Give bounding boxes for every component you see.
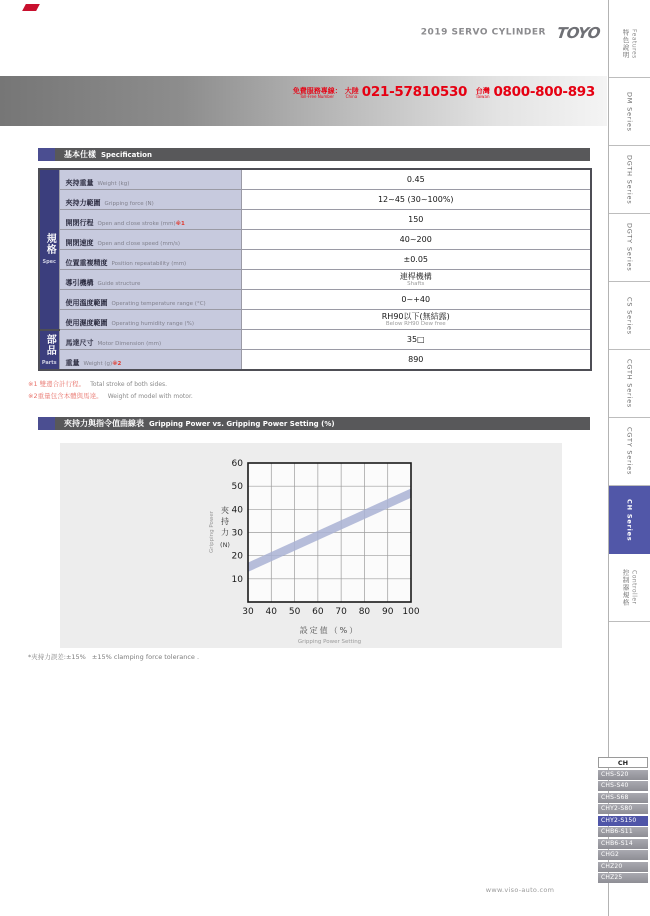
section-accent-block xyxy=(38,417,55,430)
x-tick-label: 80 xyxy=(358,607,371,617)
spec-label-zh: 馬達尺寸 xyxy=(65,339,94,347)
gripping-power-chart xyxy=(198,449,448,661)
sidebar-tab-label: DGTY Series xyxy=(625,223,634,272)
x-tick-label: 30 xyxy=(242,607,254,617)
spec-row xyxy=(39,190,591,210)
y-tick-label: 10 xyxy=(231,574,243,585)
spec-label-cell xyxy=(59,350,241,371)
spec-label-zh: 導引機構 xyxy=(65,279,94,287)
sidebar-tab-label: CH Series xyxy=(625,498,634,542)
spec-value-cell xyxy=(241,250,591,270)
model-item-chz20[interactable]: CHZ20 xyxy=(598,862,648,872)
x-tick-label: 40 xyxy=(265,607,278,617)
spec-label-en: Weight (kg) xyxy=(97,181,130,187)
spec-row xyxy=(39,310,591,330)
spec-value-sub: Below RH90 Dew free xyxy=(385,321,446,327)
spec-row xyxy=(39,330,591,350)
x-tick-label: 50 xyxy=(288,607,301,617)
spec-label-cell xyxy=(59,169,241,190)
x-axis-label-en: Gripping Power Setting xyxy=(297,639,362,645)
spec-label-zh: 重量 xyxy=(65,359,80,367)
phone-number-taiwan: 0800-800-893 xyxy=(493,84,595,100)
y-tick-label: 50 xyxy=(231,482,243,493)
spec-row xyxy=(39,250,591,270)
chart-section-header xyxy=(38,417,590,430)
spec-section-header xyxy=(38,148,590,161)
y-tick-label: 40 xyxy=(231,505,243,516)
sidebar-tab-label-zh: 控制器規格 xyxy=(621,568,630,607)
sidebar-tab-label-zh: 特色說明 xyxy=(621,28,630,59)
phone-number-china: 021-57810530 xyxy=(361,84,468,100)
spec-label-en: Operating temperature range (°C) xyxy=(111,301,206,307)
spec-label-zh: 開閉速度 xyxy=(65,239,94,247)
model-item-chs-s20[interactable]: CHS-S20 xyxy=(598,770,648,780)
sidebar-tab-dm-series[interactable] xyxy=(609,78,650,146)
spec-label-en: Motor Dimension (mm) xyxy=(97,341,162,347)
spec-value-cell xyxy=(241,210,591,230)
spec-label-cell xyxy=(59,190,241,210)
x-tick-label: 90 xyxy=(381,607,394,617)
hotline xyxy=(293,85,595,100)
model-item-chs-s40[interactable]: CHS-S40 xyxy=(598,781,648,791)
chart-footnote: *夾持力誤差:±15% ±15% clamping force tolerance . xyxy=(28,653,200,661)
spec-value-cell xyxy=(241,270,591,290)
sidebar-tab-label: DM Series xyxy=(625,91,634,132)
model-list xyxy=(598,757,648,883)
spec-value-cell xyxy=(241,190,591,210)
sidebar-tab-dgty-series[interactable] xyxy=(609,214,650,282)
section-accent-block xyxy=(38,148,55,161)
spec-label-en: Open and close stroke (mm) xyxy=(97,221,176,227)
spec-label-cell xyxy=(59,230,241,250)
y-axis-unit: (N) xyxy=(220,541,230,549)
spec-label-cell xyxy=(59,290,241,310)
spec-group-label-zh: 規格 xyxy=(44,233,56,256)
x-tick-label: 60 xyxy=(312,607,324,617)
x-axis-label-zh: 設定值（%） xyxy=(299,626,360,635)
spec-row xyxy=(39,169,591,190)
spec-value: ±0.05 xyxy=(403,255,428,264)
spec-row xyxy=(39,270,591,290)
y-tick-label: 60 xyxy=(231,459,243,469)
spec-label-cell xyxy=(59,330,241,350)
spec-label-zh: 開閉行程 xyxy=(65,219,94,227)
spec-label-zh: 使用溫度範圍 xyxy=(65,299,108,307)
spec-label-cell xyxy=(59,310,241,330)
spec-note-2: ※2重量包含本體與馬達。 Weight of model with motor. xyxy=(28,392,193,400)
spec-table-body xyxy=(39,169,591,370)
y-tick-label: 30 xyxy=(231,528,243,539)
page-header xyxy=(250,22,600,42)
sidebar-tab-label: CS Series xyxy=(625,296,634,335)
model-item-chg2[interactable]: CHG2 xyxy=(598,850,648,860)
footer-url: www.viso-auto.com xyxy=(485,886,555,894)
sidebar-tab-cgth-series[interactable] xyxy=(609,350,650,418)
y-axis-label-zh: 夾 xyxy=(221,506,229,515)
spec-group-label-zh: 部品 xyxy=(44,333,56,356)
sidebar-tab-label: DGTH Series xyxy=(625,154,634,205)
sidebar-tab-label: CGTH Series xyxy=(625,358,634,409)
spec-value: 150 xyxy=(408,215,424,224)
spec-label-en: Gripping force (N) xyxy=(104,201,154,207)
model-item-chb6-s14[interactable]: CHB6-S14 xyxy=(598,839,648,849)
spec-group-label-en: Spec xyxy=(42,259,57,266)
spec-value: 0.45 xyxy=(406,175,425,184)
spec-group-parts xyxy=(39,330,59,371)
toyo-logo: TOYO xyxy=(555,23,602,42)
y-tick-label: 20 xyxy=(231,551,243,562)
spec-group-spec xyxy=(39,169,59,330)
spec-value: RH90以下(無結露) xyxy=(381,312,450,321)
y-axis-label-en: Gripping Power xyxy=(209,511,215,553)
hotline-region-china: 大陸 China xyxy=(344,87,359,100)
sidebar-tab-features[interactable] xyxy=(609,10,650,78)
spec-row xyxy=(39,210,591,230)
sidebar-tab-cs-series[interactable] xyxy=(609,282,650,350)
spec-label-cell xyxy=(59,250,241,270)
sidebar-tab-label-en: Controller xyxy=(630,570,638,605)
spec-label-en: Weight (g) xyxy=(83,361,113,367)
model-item-chy2-s150[interactable]: CHY2-S150 xyxy=(598,816,648,826)
model-item-chs-s68[interactable]: CHS-S68 xyxy=(598,793,648,803)
chart-section-title-zh: 夾持力與指令值曲線表 xyxy=(64,419,144,428)
spec-value-cell xyxy=(241,330,591,350)
y-axis-label-zh: 持 xyxy=(221,517,229,526)
sidebar-tab-label: CGTY Series xyxy=(625,427,634,476)
spec-value-cell xyxy=(241,310,591,330)
model-list-items xyxy=(598,770,648,884)
chart-section-title-en: Gripping Power vs. Gripping Power Setting (%) xyxy=(149,419,335,428)
spec-label-cell xyxy=(59,270,241,290)
spec-note-1: ※1 雙邊合計行程。 Total stroke of both sides. xyxy=(28,380,168,388)
spec-label-zh: 使用濕度範圍 xyxy=(65,319,108,327)
print-registration-mark xyxy=(22,4,40,11)
spec-label-cell xyxy=(59,210,241,230)
spec-footnote-mark: ※2 xyxy=(112,361,122,367)
spec-value: 12~45 (30~100%) xyxy=(377,195,454,204)
model-item-chz25[interactable]: CHZ25 xyxy=(598,873,648,883)
x-tick-label: 100 xyxy=(402,607,420,617)
spec-row xyxy=(39,290,591,310)
spec-value: 890 xyxy=(408,355,424,364)
hotline-region-taiwan: 台灣 Taiwan xyxy=(475,87,490,100)
spec-value: 連桿機構 xyxy=(399,272,432,281)
page-title: 2019 SERVO CYLINDER xyxy=(420,27,546,38)
spec-table xyxy=(38,168,592,371)
spec-label-en: Guide structure xyxy=(97,281,141,287)
spec-row xyxy=(39,350,591,371)
spec-value-cell xyxy=(241,169,591,190)
spec-group-label-en: Parts xyxy=(41,359,57,366)
model-item-chb6-s11[interactable]: CHB6-S11 xyxy=(598,827,648,837)
spec-label-zh: 夾持力範圍 xyxy=(65,199,101,207)
spec-value: 0~+40 xyxy=(401,295,431,304)
y-axis-label-zh: 力 xyxy=(221,528,229,537)
spec-footnote-mark: ※1 xyxy=(175,221,185,227)
spec-row xyxy=(39,230,591,250)
spec-label-zh: 位置重複精度 xyxy=(65,259,108,267)
spec-value-cell xyxy=(241,230,591,250)
spec-value-sub: Shafts xyxy=(407,281,425,287)
sidebar-tab-dgth-series[interactable] xyxy=(609,146,650,214)
spec-label-en: Open and close speed (mm/s) xyxy=(97,241,181,247)
x-tick-label: 70 xyxy=(335,607,347,617)
spec-value: 35□ xyxy=(406,335,425,344)
spec-label-en: Position repeatability (mm) xyxy=(111,261,187,267)
sidebar-tab-label-en: Features xyxy=(630,28,638,59)
spec-label-en: Operating humidity range (%) xyxy=(111,321,195,327)
sidebar-tab-cgty-series[interactable] xyxy=(609,418,650,486)
model-list-header: CH xyxy=(598,757,648,768)
sidebar-tab-ch-series[interactable] xyxy=(609,486,650,554)
spec-label-zh: 夾持重量 xyxy=(65,179,94,187)
spec-section-title-en: Specification xyxy=(101,150,152,159)
sidebar-tab-controller[interactable] xyxy=(609,554,650,622)
spec-value: 40~200 xyxy=(399,235,432,244)
spec-section-title-zh: 基本仕樣 xyxy=(64,150,96,159)
model-item-chy2-s80[interactable]: CHY2-S80 xyxy=(598,804,648,814)
spec-value-cell xyxy=(241,350,591,371)
hotline-bar xyxy=(0,76,607,126)
spec-value-cell xyxy=(241,290,591,310)
hotline-label: 免費服務專線： Toll-Free Number xyxy=(292,87,342,100)
